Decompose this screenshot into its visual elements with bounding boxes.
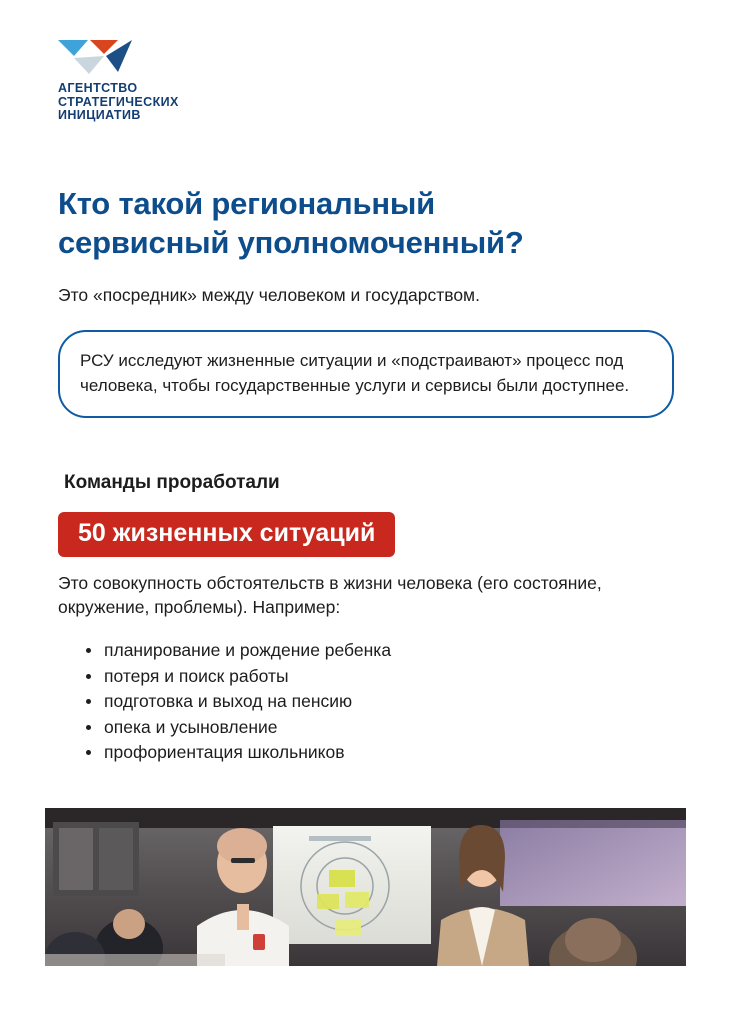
page-title (58, 184, 688, 262)
definition-text: Это совокупность обстоятельств в жизни человека (его состояние, окружение, проблемы). Например: (58, 573, 602, 617)
list-item: опека и усыновление (100, 715, 391, 741)
brand-name (58, 82, 179, 123)
asi-arrow-logo-icon (58, 38, 150, 76)
list-item: потеря и поиск работы (100, 664, 391, 690)
lead-paragraph: Это «посредник» между человеком и государством. (58, 285, 480, 305)
brand-name-line-2: СТРАТЕГИЧЕСКИХ (58, 94, 179, 109)
list-item: планирование и рождение ребенка (100, 638, 391, 664)
list-item: подготовка и выход на пенсию (100, 689, 391, 715)
callout-box (58, 330, 674, 418)
list-item: профориентация школьников (100, 740, 391, 766)
page-title-line-2: сервисный уполномоченный? (58, 224, 524, 260)
brand-name-line-3: ИНИЦИАТИВ (58, 108, 141, 122)
page-title-line-1: Кто такой региональный (58, 185, 436, 221)
status-badge: 50 жизненных ситуаций (58, 512, 395, 557)
situation-list (78, 638, 391, 766)
session-photo (45, 808, 686, 966)
teams-label: Команды проработали (64, 472, 280, 493)
callout-text: РСУ исследуют жизненные ситуации и «подстраивают» процесс под человека, чтобы государственные услуги и сервисы были доступнее. (80, 351, 630, 395)
brand-logo (58, 38, 179, 123)
brand-name-line-1: АГЕНТСТВО (58, 81, 138, 95)
